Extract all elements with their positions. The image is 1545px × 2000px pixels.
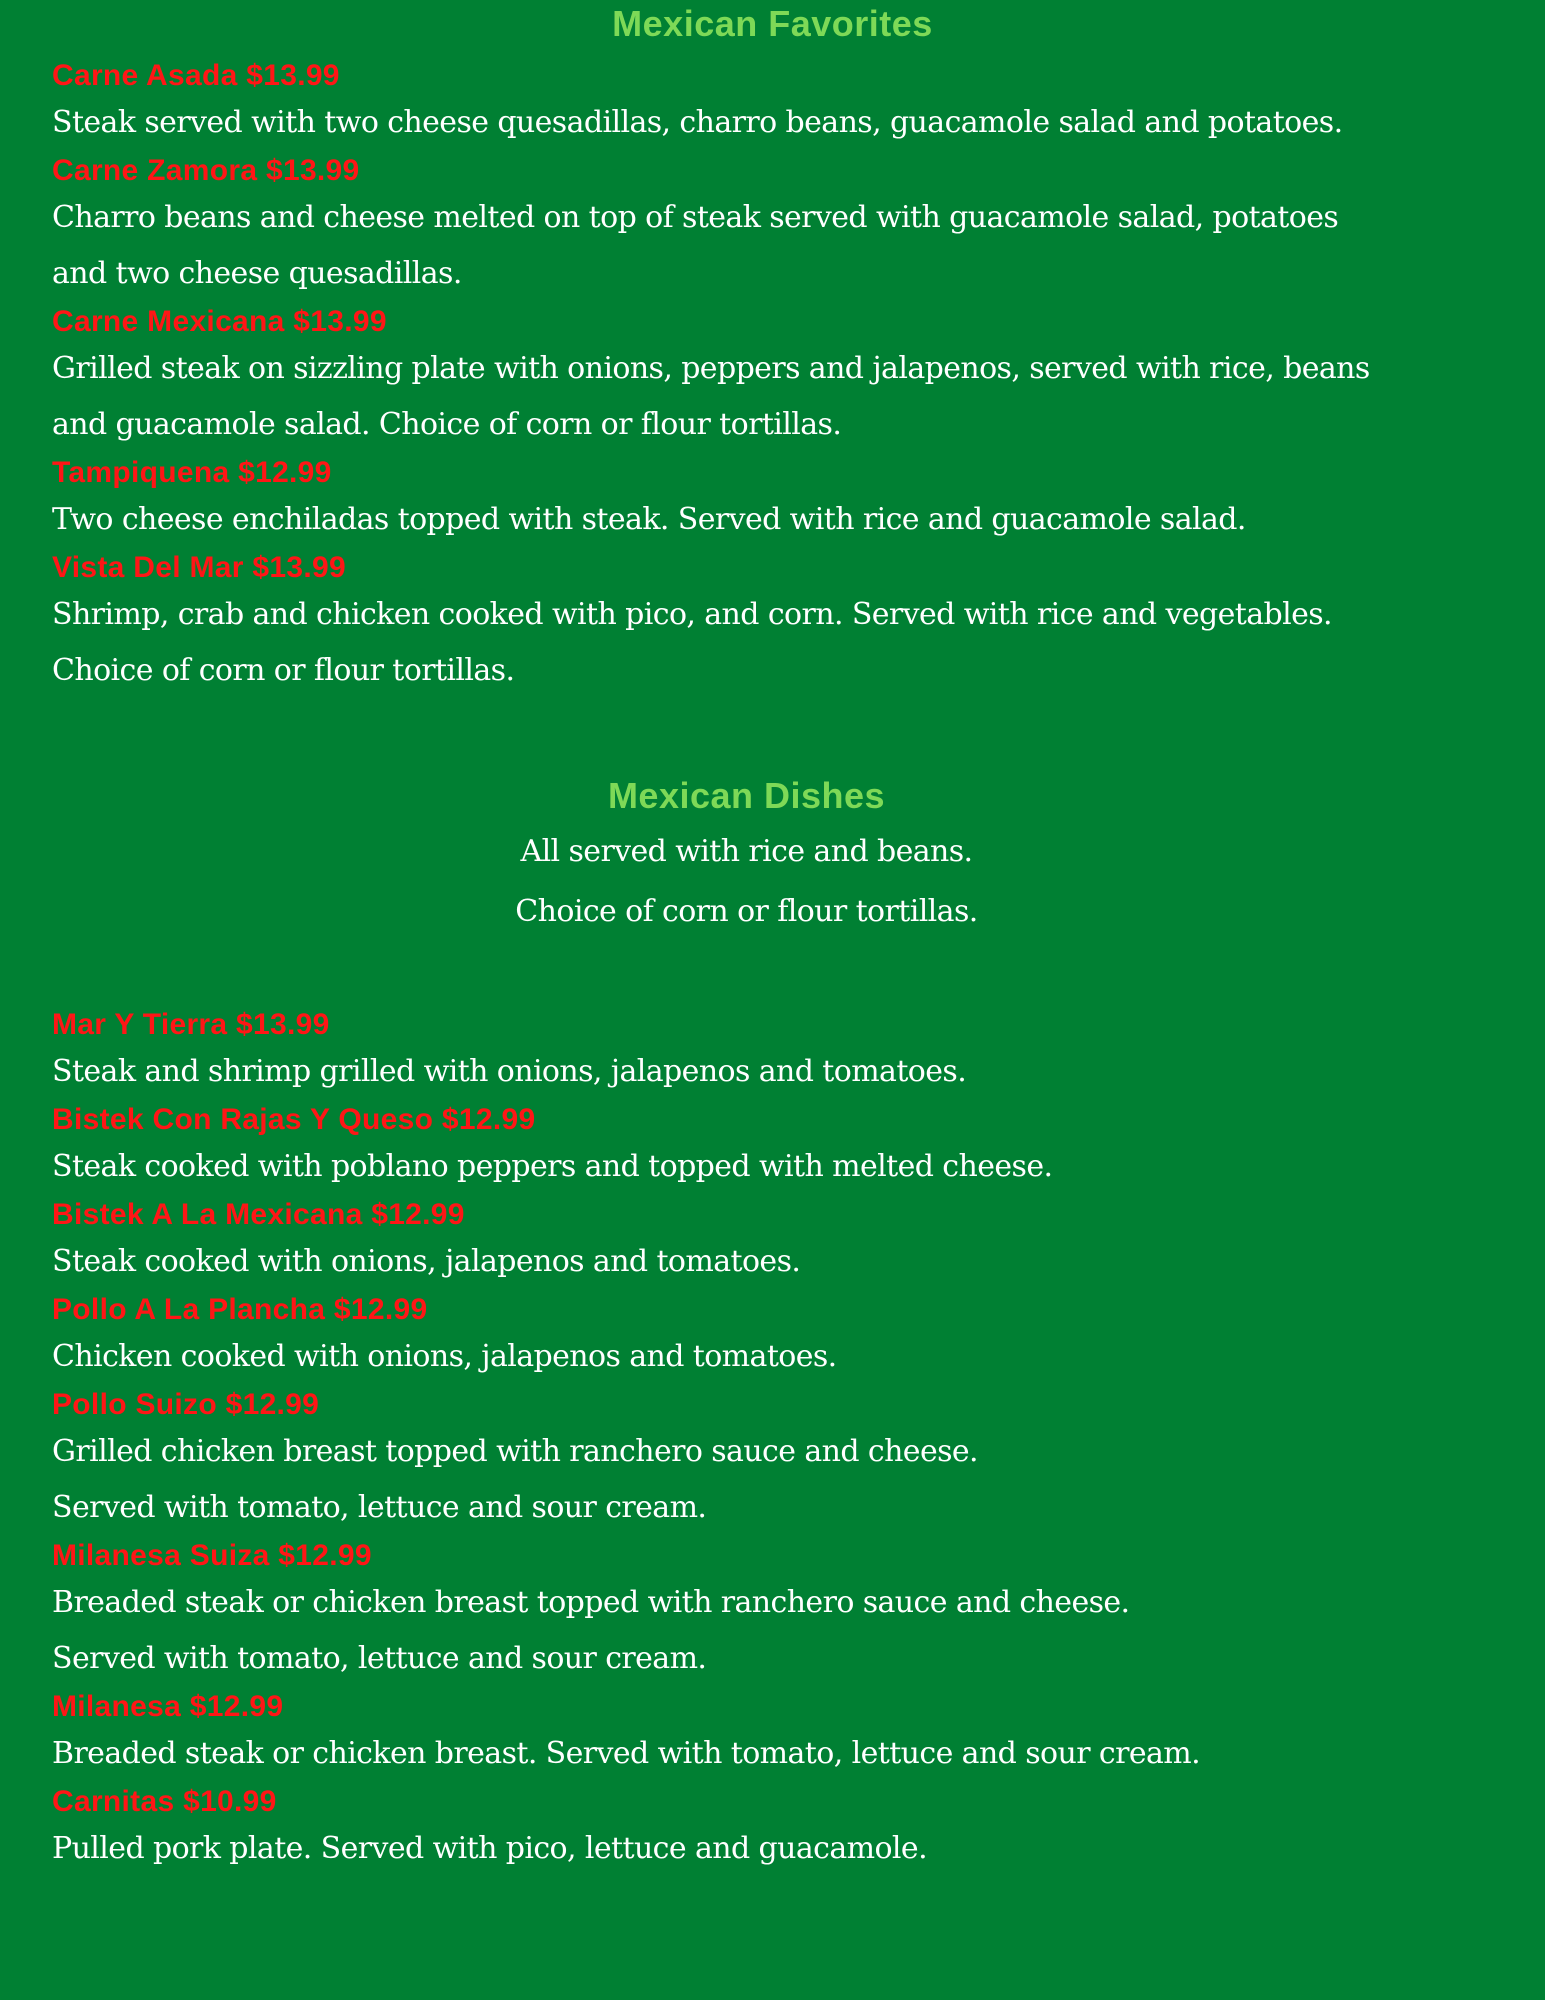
item-name: Milanesa Suiza $12.99 [52,1539,372,1572]
favorites-list [52,56,1545,699]
dishes-intro [0,822,1545,942]
item-description: Shrimp, crab and chicken cooked with pico, and corn. Served with rice and vegetables. Choice of corn or flour tortillas. [52,597,1332,688]
item-description: Grilled steak on sizzling plate with onions, peppers and jalapenos, served with rice, beans and guacamole salad. Choice of corn or flour tortillas. [52,351,1370,442]
item-description: Steak served with two cheese quesadillas, charro beans, guacamole salad and potatoes. [52,105,1343,140]
item-name: Mar Y Tierra $13.99 [52,1008,330,1041]
item-description: Breaded steak or chicken breast topped with ranchero sauce and cheese. Served with tomato, lettuce and sour cream. [52,1585,1130,1676]
menu-item-pollo-plancha [52,1290,1545,1385]
item-description: Steak cooked with onions, jalapenos and tomatoes. [52,1244,801,1279]
intro-line: All served with rice and beans. [520,834,973,869]
item-name: Bistek Con Rajas Y Queso $12.99 [52,1103,536,1136]
item-name: Vista Del Mar $13.99 [52,551,346,584]
item-name: Bistek A La Mexicana $12.99 [52,1198,465,1231]
menu-item-milanesa-suiza [52,1536,1545,1687]
menu-item-carne-asada [52,56,1545,151]
item-name: Carnitas $10.99 [52,1785,277,1818]
item-name: Carne Asada $13.99 [52,59,340,92]
item-name: Carne Zamora $13.99 [52,154,360,187]
item-description: Pulled pork plate. Served with pico, lettuce and guacamole. [52,1831,928,1866]
menu-item-carne-zamora [52,151,1545,302]
item-name: Pollo A La Plancha $12.99 [52,1293,428,1326]
item-description: Chicken cooked with onions, jalapenos and tomatoes. [52,1339,837,1374]
menu-item-tampiquena [52,453,1545,548]
menu-item-carne-mexicana [52,302,1545,453]
item-name: Carne Mexicana $13.99 [52,305,387,338]
dishes-list [52,1005,1545,1877]
dishes-header [0,768,1545,942]
menu-item-milanesa [52,1687,1545,1782]
item-name: Pollo Suizo $12.99 [52,1388,320,1421]
item-description: Grilled chicken breast topped with ranchero sauce and cheese. Served with tomato, lettuce and sour cream. [52,1434,978,1525]
item-description: Steak and shrimp grilled with onions, jalapenos and tomatoes. [52,1054,967,1089]
item-description: Two cheese enchiladas topped with steak. Served with rice and guacamole salad. [52,502,1246,537]
menu-item-carnitas [52,1782,1545,1877]
intro-line: Choice of corn or flour tortillas. [515,894,978,929]
section-title-favorites: Mexican Favorites [612,3,933,44]
menu-item-vista-del-mar [52,548,1545,699]
item-description: Charro beans and cheese melted on top of steak served with guacamole salad, potatoes and two cheese quesadillas. [52,200,1339,291]
section-title-dishes: Mexican Dishes [607,775,886,816]
menu-item-bistek-mexicana [52,1195,1545,1290]
menu-item-mar-y-tierra [52,1005,1545,1100]
item-description: Breaded steak or chicken breast. Served with tomato, lettuce and sour cream. [52,1736,1201,1771]
item-name: Tampiquena $12.99 [52,456,332,489]
item-name: Milanesa $12.99 [52,1690,284,1723]
menu-item-bistek-con-rajas [52,1100,1545,1195]
menu-item-pollo-suizo [52,1385,1545,1536]
item-description: Steak cooked with poblano peppers and topped with melted cheese. [52,1149,1053,1184]
